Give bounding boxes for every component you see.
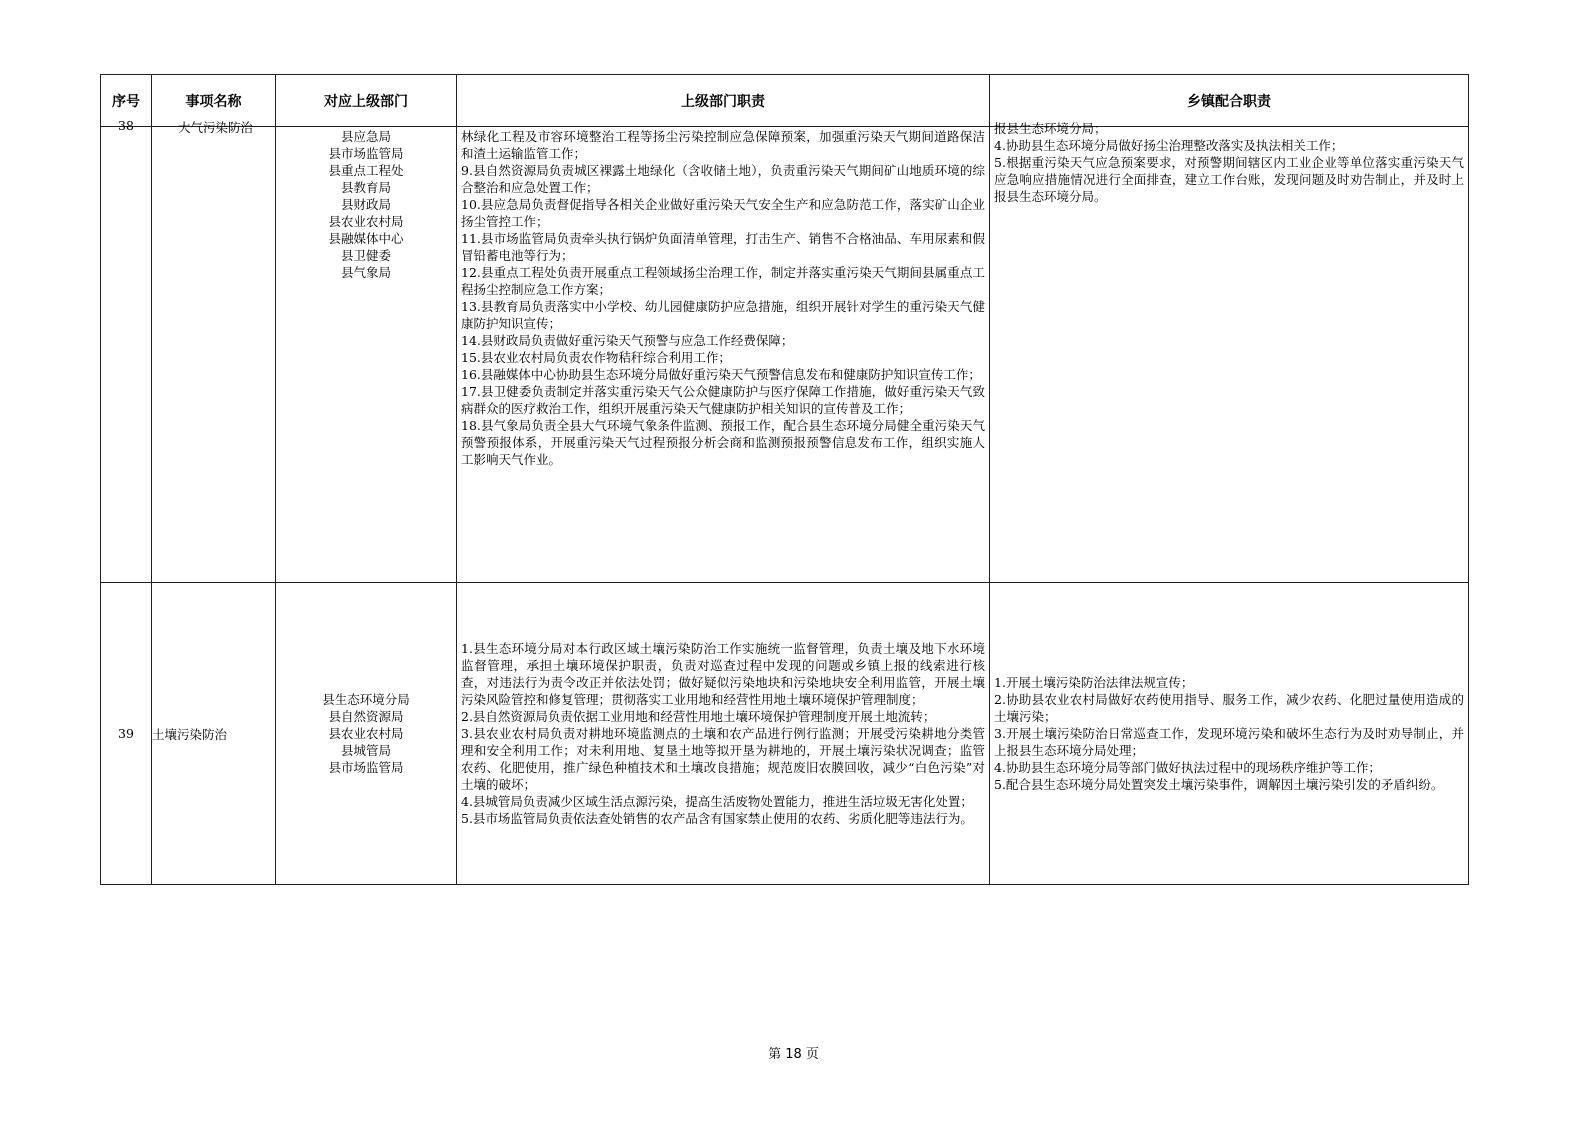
- item-name: 大气污染防治: [178, 120, 254, 135]
- coop-item: 2.协助县农业农村局做好农药使用指导、服务工作，减少农药、化肥过量使用造成的土壤污染；: [994, 692, 1464, 724]
- coop-item: 1.开展土壤污染防治法律法规宣传；: [994, 675, 1194, 690]
- duty-item: 17.县卫健委负责制定并落实重污染天气公众健康防护与医疗保障工作措施，做好重污染天气致病群众的医疗救治工作，组织开展重污染天气健康防护相关知识的宣传普及工作；: [461, 384, 985, 416]
- cell-item-name: [152, 120, 276, 583]
- dept-name: 县市场监管局: [328, 760, 404, 775]
- item-name: 土壤污染防治: [152, 583, 276, 885]
- coop-item: 5.配合县生态环境分局处置突发土壤污染事件，调解因土壤污染引发的矛盾纠纷。: [994, 777, 1444, 792]
- header-seq: 序号: [101, 75, 152, 127]
- dept-name: 县重点工程处: [328, 163, 404, 178]
- cell-superior-dept: [276, 583, 457, 885]
- cell-township-duties: [990, 583, 1469, 885]
- cell-superior-duties: [457, 583, 990, 885]
- duty-item: 10.县应急局负责督促指导各相关企业做好重污染天气安全生产和应急防范工作，落实矿山企业扬尘管控工作；: [461, 197, 985, 229]
- header-superior-duties: 上级部门职责: [457, 75, 990, 127]
- duty-item: 4.县城管局负责减少区域生活点源污染，提高生活废物处置能力，推进生活垃圾无害化处置；: [461, 794, 973, 809]
- dept-name: 县城管局: [340, 743, 391, 758]
- coop-item: 4.协助县生态环境分局做好扬尘治理整改落实及执法相关工作；: [994, 138, 1344, 153]
- duty-item: 18.县气象局负责全县大气环境气象条件监测、预报工作，配合县生态环境分局健全重污染天气预警预报体系，开展重污染天气过程预报分析会商和监测预报预警信息发布工作，组织实施人工影响天气作业。: [461, 418, 985, 467]
- page-number: 第 18 页: [768, 1047, 819, 1062]
- dept-name: 县农业农村局: [328, 726, 404, 741]
- header-superior-dept: 对应上级部门: [276, 75, 457, 127]
- coop-item: 5.根据重污染天气应急预案要求，对预警期间辖区内工业企业等单位落实重污染天气应急响应措施情况进行全面排查，建立工作台账，发现问题及时劝告制止，并及时上报县生态环境分局。: [994, 155, 1464, 204]
- cell-superior-dept: [276, 127, 457, 583]
- seq-number: 38: [118, 118, 134, 133]
- duty-item: 13.县教育局负责落实中小学校、幼儿园健康防护应急措施，组织开展针对学生的重污染天气健康防护知识宣传；: [461, 299, 985, 331]
- table-row: [101, 127, 1469, 583]
- duty-item: 11.县市场监管局负责牵头执行锅炉负面清单管理，打击生产、销售不合格油品、车用尿素和假冒铅蓄电池等行为；: [461, 231, 985, 263]
- dept-name: 县自然资源局: [328, 709, 404, 724]
- duty-item: 12.县重点工程处负责开展重点工程领域扬尘治理工作，制定并落实重污染天气期间县属重点工程扬尘控制应急工作方案；: [461, 265, 985, 297]
- seq-number: 39: [101, 583, 152, 885]
- dept-name: 县生态环境分局: [322, 692, 410, 707]
- coop-item: 4.协助县生态环境分局等部门做好执法过程中的现场秩序维护等工作；: [994, 760, 1381, 775]
- dept-name: 县农业农村局: [328, 214, 404, 229]
- dept-name: 县财政局: [340, 197, 391, 212]
- cell-superior-duties: [457, 127, 990, 583]
- duty-item: 5.县市场监管局负责依法查处销售的农产品含有国家禁止使用的农药、劣质化肥等违法行为。: [461, 811, 973, 826]
- table-header-row: [101, 75, 1469, 127]
- dept-name: 县市场监管局: [328, 146, 404, 161]
- duty-item: 14.县财政局负责做好重污染天气预警与应急工作经费保障；: [461, 333, 794, 348]
- cell-township-duties: [990, 121, 1469, 583]
- duty-item: 1.县生态环境分局对本行政区域土壤污染防治工作实施统一监督管理，负责土壤及地下水环境监督管理，承担土壤环境保护职责，负责对巡查过程中发现的问题或乡镇上报的线索进行核查，对违法行为责令改正并依法处罚；做好疑似污染地块和污染地块安全利用监管，开展土壤污染风险管控和修复管理；贯彻落实工业用地和经营性用地土壤环境保护管理制度；: [461, 641, 985, 707]
- header-item-name: 事项名称: [152, 75, 276, 127]
- header-township-duties: 乡镇配合职责: [990, 75, 1469, 127]
- duty-table: [100, 74, 1469, 885]
- dept-name: 县应急局: [340, 129, 391, 144]
- cell-seq: [101, 118, 152, 583]
- duty-item: 2.县自然资源局负责依据工业用地和经营性用地土壤环境保护管理制度开展土地流转；: [461, 709, 936, 724]
- duty-item: 16.县融媒体中心协助县生态环境分局做好重污染天气预警信息发布和健康防护知识宣传工作；: [461, 367, 981, 382]
- duty-item: 林绿化工程及市容环境整治工程等扬尘污染控制应急保障预案，加强重污染天气期间道路保洁和渣土运输监管工作；: [461, 129, 985, 161]
- dept-name: 县教育局: [340, 180, 391, 195]
- coop-item: 3.开展土壤污染防治日常巡查工作，发现环境污染和破坏生态行为及时劝导制止，并上报县生态环境分局处理；: [994, 726, 1464, 758]
- duty-item: 15.县农业农村局负责农作物秸秆综合利用工作；: [461, 350, 731, 365]
- duty-item: 9.县自然资源局负责城区裸露土地绿化（含收储土地），负责重污染天气期间矿山地质环境的综合整治和应急处置工作；: [461, 163, 985, 195]
- duty-item: 3.县农业农村局负责对耕地环境监测点的土壤和农产品进行例行监测；开展受污染耕地分类管理和安全利用工作；对未利用地、复垦土地等拟开垦为耕地的，开展土壤污染状况调查；监管农药、化肥使用，推广绿色种植技术和土壤改良措施；规范废旧农膜回收，减少“白色污染”对土壤的破坏；: [461, 726, 985, 792]
- dept-name: 县融媒体中心: [328, 231, 404, 246]
- dept-name: 县气象局: [340, 265, 391, 280]
- coop-item: 报县生态环境分局；: [994, 121, 1107, 136]
- table-row: [101, 583, 1469, 885]
- dept-name: 县卫健委: [340, 248, 391, 263]
